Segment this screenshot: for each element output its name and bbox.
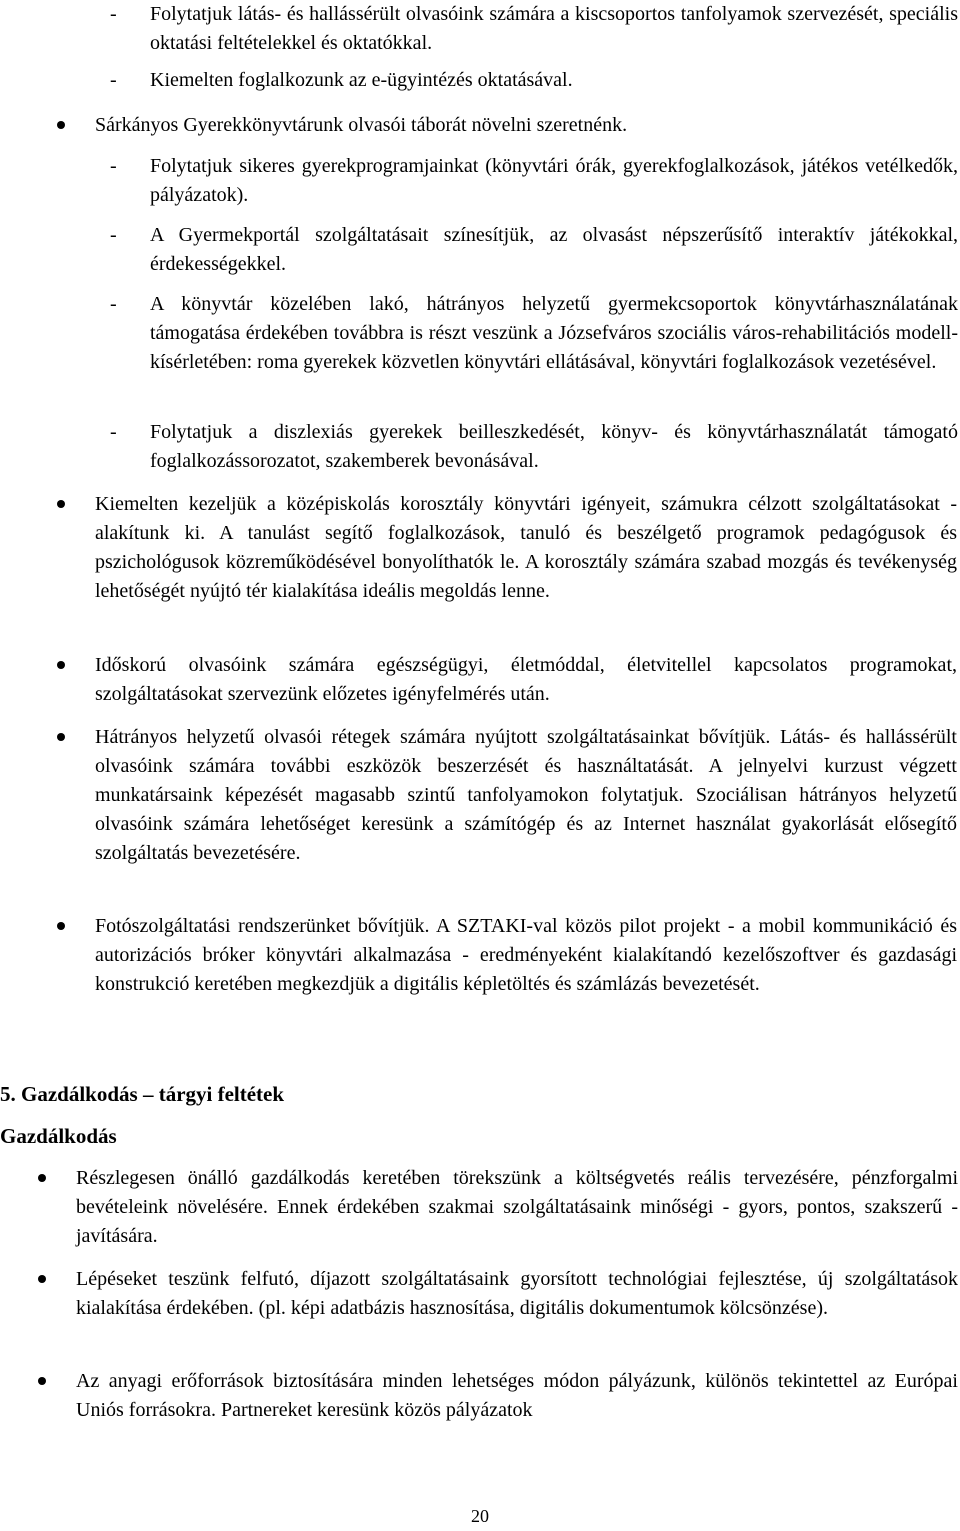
dash-marker: - <box>110 69 117 91</box>
bullet-icon <box>57 661 65 669</box>
list-item-text: Részlegesen önálló gazdálkodás keretében törekszünk a költségvetés reális tervezésére, pénzforgalmi bevételeink növelésére. Ennek érdekében szakmai szolgáltatásaink minőségi - gyors, pontos, szakszerű - javítására. <box>76 1167 958 1247</box>
list-item-text: Sárkányos Gyerekkönyvtárunk olvasói táborát növelni szeretnénk. <box>95 114 628 136</box>
list-item-text: Folytatjuk látás- és hallássérült olvasóink számára a kiscsoportos tanfolyamok szervezését, speciális oktatási feltételekkel és oktatókkal. <box>150 3 958 54</box>
list-item-text: Az anyagi erőforrások biztosítására minden lehetséges módon pályázunk, különös tekintettel az Európai Uniós forrásokra. Partnereket keresünk közös pályázatok <box>76 1370 958 1421</box>
section-heading: 5. Gazdálkodás – tárgyi feltétek <box>0 1082 285 1106</box>
bullet-icon <box>38 1174 46 1182</box>
list-item <box>57 111 957 140</box>
bullet-icon <box>57 121 65 129</box>
bullet-icon <box>57 922 65 930</box>
list-item-text: Hátrányos helyzetű olvasói rétegek számára nyújtott szolgáltatásainkat bővítjük. Látás- és hallássérült olvasóink számára további eszközök beszerzését és használtatását. A jelnyelvi kurzust végzett munkatársaink képezését magasabb szintű tanfolyamokon folytatjuk. Szociálisan hátrányos helyzetű olvasóink számára lehetőséget keresünk a számítógép és az Internet használat gyakorlását elősegítő szolgáltatás bevezetésére. <box>95 726 957 864</box>
dash-marker: - <box>110 293 117 315</box>
list-item-text: Folytatjuk a diszlexiás gyerekek beilleszkedését, könyv- és könyvtárhasználatát támogató foglalkozássorozatot, szakemberek bevonásával. <box>150 421 958 472</box>
bullet-icon <box>38 1275 46 1283</box>
dash-marker: - <box>110 224 117 246</box>
list-item-text: Kiemelten foglalkozunk az e-ügyintézés oktatásával. <box>150 69 573 91</box>
subheading: Gazdálkodás <box>0 1124 117 1148</box>
list-item <box>110 152 958 210</box>
list-item-text: Lépéseket teszünk felfutó, díjazott szolgáltatásaink gyorsított technológiai fejlesztése, új szolgáltatások kialakítása érdekében. (pl. képi adatbázis hasznosítása, digitális dokumentumok kölcsönzése). <box>76 1268 958 1319</box>
list-item <box>57 912 957 999</box>
list-item <box>57 490 957 606</box>
list-item <box>38 1367 958 1425</box>
list-item <box>110 0 958 58</box>
dash-marker: - <box>110 421 117 443</box>
bullet-icon <box>38 1377 46 1385</box>
list-item-text: Folytatjuk sikeres gyerekprogramjainkat (könyvtári órák, gyerekfoglalkozások, játékos vetélkedők, pályázatok). <box>150 155 958 206</box>
list-item <box>110 418 958 476</box>
dash-marker: - <box>110 3 117 25</box>
dash-marker: - <box>110 155 117 177</box>
list-item <box>110 221 958 279</box>
list-item <box>110 290 958 377</box>
list-item <box>38 1265 958 1323</box>
list-item-text: Kiemelten kezeljük a középiskolás korosztály könyvtári igényeit, számukra célzott szolgáltatásokat - alakítunk ki. A tanulást segítő foglalkozások, tanuló és beszélgető programok pedagógusok és pszichológusok közreműködésével bonyolíthatók le. A korosztály számára szabad mozgás és tevékenység lehetőségét nyújtó tér kialakítása ideális megoldás lenne. <box>95 493 957 602</box>
page-number: 20 <box>471 1506 489 1526</box>
bullet-icon <box>57 733 65 741</box>
list-item-text: Fotószolgáltatási rendszerünket bővítjük. A SZTAKI-val közös pilot projekt - a mobil kommunikáció és autorizációs bróker könyvtári alkalmazása - eredményeként kialakítandó kezelőszoftver és gazdasági konstrukció keretében megkezdjük a digitális képletöltés és számlázás bevezetését. <box>95 915 957 995</box>
list-item-text: A könyvtár közelében lakó, hátrányos helyzetű gyermekcsoportok könyvtárhasználatának támogatása érdekében továbbra is részt veszünk a Józsefváros szociális város-rehabilitációs modell-kísérletében: roma gyerekek közvetlen könyvtári ellátásával, könyvtári foglalkozások vezetésével. <box>150 293 958 373</box>
bullet-icon <box>57 500 65 508</box>
list-item-text: A Gyermekportál szolgáltatásait színesítjük, az olvasást népszerűsítő interaktív játékokkal, érdekességekkel. <box>150 224 958 275</box>
list-item <box>57 723 957 868</box>
list-item-text: Időskorú olvasóink számára egészségügyi, életmóddal, életvitellel kapcsolatos programokat, szolgáltatásokat szervezünk előzetes igényfelmérés után. <box>95 654 957 705</box>
list-item <box>38 1164 958 1251</box>
list-item <box>57 651 957 709</box>
list-item <box>110 66 958 95</box>
